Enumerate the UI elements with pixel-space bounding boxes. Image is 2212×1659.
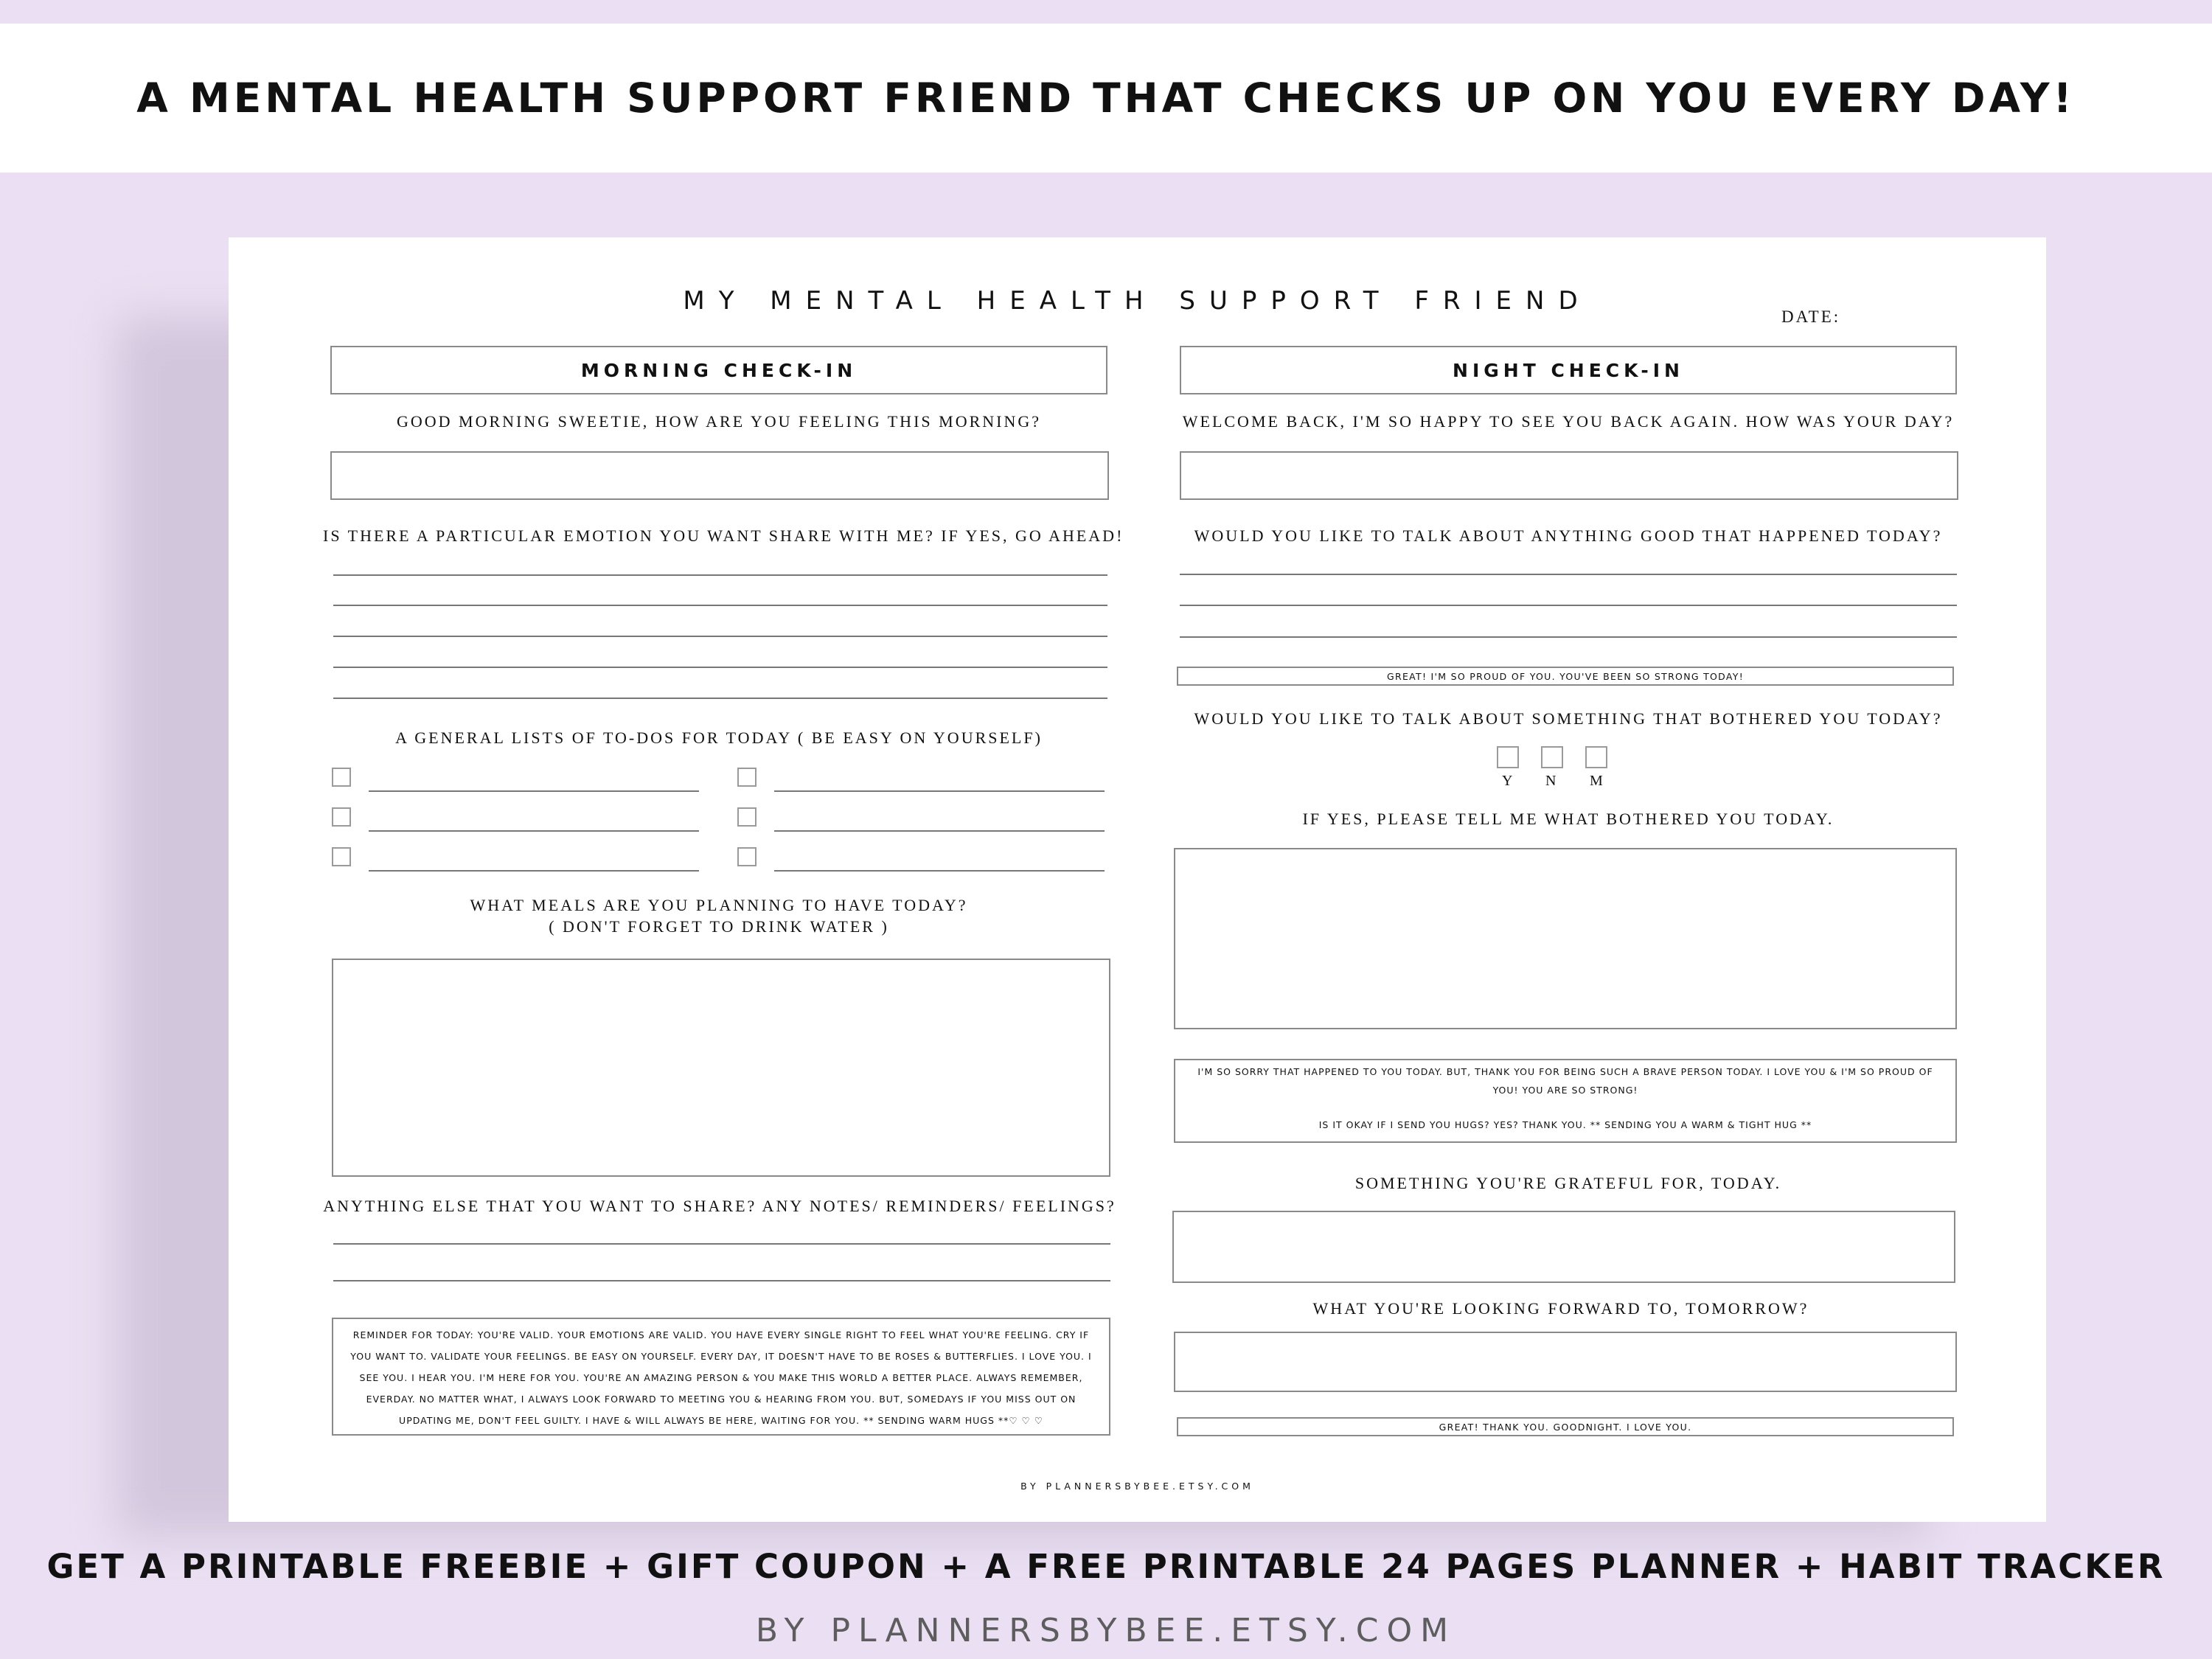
night-header: NIGHT CHECK-IN bbox=[1180, 346, 1957, 394]
writing-line[interactable] bbox=[333, 605, 1107, 606]
todo-line[interactable] bbox=[369, 870, 699, 872]
grateful-field[interactable] bbox=[1172, 1211, 1955, 1283]
morning-question-notes: ANYTHING ELSE THAT YOU WANT TO SHARE? ANY NOTES/ REMINDERS/ FEELINGS? bbox=[323, 1197, 1116, 1215]
reminder-box bbox=[332, 1318, 1110, 1436]
todo-checkbox[interactable] bbox=[332, 847, 351, 866]
writing-line[interactable] bbox=[333, 574, 1107, 576]
sorry-text: I'M SO SORRY THAT HAPPENED TO YOU TODAY. BUT, THANK YOU FOR BEING SUCH A BRAVE PERSON TODAY. I LOVE YOU & I'M SO PROUD OF bbox=[1197, 1066, 1933, 1077]
meals-field[interactable] bbox=[332, 959, 1110, 1177]
reminder-text: REMINDER FOR TODAY: YOU'RE VALID. YOUR EMOTIONS ARE VALID. YOU HAVE EVERY SINGLE RIGHT TO FEEL WHAT YOU'RE FEELING. CRY IF bbox=[352, 1329, 1090, 1340]
writing-line[interactable] bbox=[333, 1280, 1110, 1281]
reminder-text: EVERDAY. NO MATTER WHAT, I ALWAYS LOOK FORWARD TO MEETING YOU & HEARING FROM YOU. BUT, SOMEDAYS IF YOU MISS OUT ON bbox=[366, 1394, 1077, 1405]
sorry-text: YOU! YOU ARE SO STRONG! bbox=[1492, 1085, 1638, 1096]
meals-question-line: WHAT MEALS ARE YOU PLANNING TO HAVE TODAY? bbox=[470, 896, 968, 914]
sheet-footer-credit: BY PLANNERSBYBEE.ETSY.COM bbox=[1020, 1481, 1254, 1492]
night-question-tomorrow: WHAT YOU'RE LOOKING FORWARD TO, TOMORROW? bbox=[1312, 1299, 1809, 1318]
morning-question-todos: A GENERAL LISTS OF TO-DOS FOR TODAY ( BE EASY ON YOURSELF) bbox=[395, 728, 1043, 747]
morning-question-feeling: GOOD MORNING SWEETIE, HOW ARE YOU FEELING THIS MORNING? bbox=[396, 412, 1042, 431]
night-question-grateful: SOMETHING YOU'RE GRATEFUL FOR, TODAY. bbox=[1354, 1174, 1782, 1192]
shop-credit: BY PLANNERSBYBEE.ETSY.COM bbox=[755, 1612, 1457, 1649]
sheet-title: MY MENTAL HEALTH SUPPORT FRIEND bbox=[683, 286, 1592, 316]
banner-title: A MENTAL HEALTH SUPPORT FRIEND THAT CHECKS UP ON YOU EVERY DAY! bbox=[136, 74, 2076, 122]
promo-line: GET A PRINTABLE FREEBIE + GIFT COUPON + A FREE PRINTABLE 24 PAGES PLANNER + HABIT TRACKER bbox=[46, 1547, 2166, 1586]
reminder-text: UPDATING ME, DON'T FEEL GUILTY. I HAVE & WILL ALWAYS BE HERE, WAITING FOR YOU. ** SENDING WARM HUGS **♡ ♡ ♡ bbox=[399, 1415, 1043, 1426]
todo-line[interactable] bbox=[369, 790, 699, 792]
todo-checkbox[interactable] bbox=[737, 768, 757, 787]
sorry-box bbox=[1174, 1059, 1957, 1143]
goodnight-box: GREAT! THANK YOU. GOODNIGHT. I LOVE YOU. bbox=[1177, 1417, 1954, 1436]
todo-checkbox[interactable] bbox=[332, 768, 351, 787]
todo-line[interactable] bbox=[774, 870, 1105, 872]
reminder-text: YOU WANT TO. VALIDATE YOUR FEELINGS. BE EASY ON YOURSELF. EVERY DAY, IT DOESN'T HAVE TO BE ROSES & BUTTERFLIES. I LOVE YOU. I bbox=[350, 1351, 1092, 1362]
todo-checkbox[interactable] bbox=[737, 807, 757, 827]
reminder-text: SEE YOU. I HEAR YOU. I'M HERE FOR YOU. YOU'RE AN AMAZING PERSON & YOU MAKE THIS WORLD A BETTER PLACE. ALWAYS REMEMBER, bbox=[359, 1372, 1083, 1383]
top-banner bbox=[0, 24, 2212, 173]
morning-question-meals bbox=[330, 894, 1107, 937]
writing-line[interactable] bbox=[333, 636, 1107, 637]
night-question-tell: IF YES, PLEASE TELL ME WHAT BOTHERED YOU TODAY. bbox=[1302, 810, 1834, 828]
night-question-day: WELCOME BACK, I'M SO HAPPY TO SEE YOU BACK AGAIN. HOW WAS YOUR DAY? bbox=[1182, 412, 1955, 431]
sorry-text: IS IT OKAY IF I SEND YOU HUGS? YES? THANK YOU. ** SENDING YOU A WARM & TIGHT HUG ** bbox=[1318, 1119, 1812, 1130]
yes-label: Y bbox=[1502, 773, 1514, 789]
no-checkbox[interactable] bbox=[1541, 746, 1563, 768]
good-reply-box: GREAT! I'M SO PROUD OF YOU. YOU'VE BEEN SO STRONG TODAY! bbox=[1177, 667, 1954, 686]
writing-line[interactable] bbox=[333, 698, 1107, 699]
todo-checkbox[interactable] bbox=[737, 847, 757, 866]
morning-question-emotion: IS THERE A PARTICULAR EMOTION YOU WANT SHARE WITH ME? IF YES, GO AHEAD! bbox=[323, 526, 1124, 545]
no-label: N bbox=[1545, 773, 1557, 789]
todo-line[interactable] bbox=[774, 830, 1105, 832]
todo-checkbox[interactable] bbox=[332, 807, 351, 827]
todo-line[interactable] bbox=[774, 790, 1105, 792]
night-question-good: WOULD YOU LIKE TO TALK ABOUT ANYTHING GOOD THAT HAPPENED TODAY? bbox=[1194, 526, 1943, 545]
writing-line[interactable] bbox=[333, 667, 1107, 668]
date-label: DATE: bbox=[1781, 307, 1841, 326]
meals-question-subline: ( DON'T FORGET TO DRINK WATER ) bbox=[549, 917, 889, 936]
maybe-checkbox[interactable] bbox=[1585, 746, 1607, 768]
morning-feeling-field[interactable] bbox=[330, 451, 1109, 500]
night-question-bothered: WOULD YOU LIKE TO TALK ABOUT SOMETHING THAT BOTHERED YOU TODAY? bbox=[1194, 709, 1943, 728]
night-day-field[interactable] bbox=[1180, 451, 1958, 500]
writing-line[interactable] bbox=[1180, 636, 1957, 638]
maybe-label: M bbox=[1590, 773, 1604, 789]
writing-line[interactable] bbox=[333, 1243, 1110, 1245]
writing-line[interactable] bbox=[1180, 605, 1957, 606]
yes-checkbox[interactable] bbox=[1497, 746, 1519, 768]
planner-sheet bbox=[229, 237, 2046, 1522]
morning-header: MORNING CHECK-IN bbox=[330, 346, 1107, 394]
todo-line[interactable] bbox=[369, 830, 699, 832]
writing-line[interactable] bbox=[1180, 574, 1957, 575]
bothered-field[interactable] bbox=[1174, 848, 1957, 1029]
tomorrow-field[interactable] bbox=[1174, 1332, 1957, 1392]
